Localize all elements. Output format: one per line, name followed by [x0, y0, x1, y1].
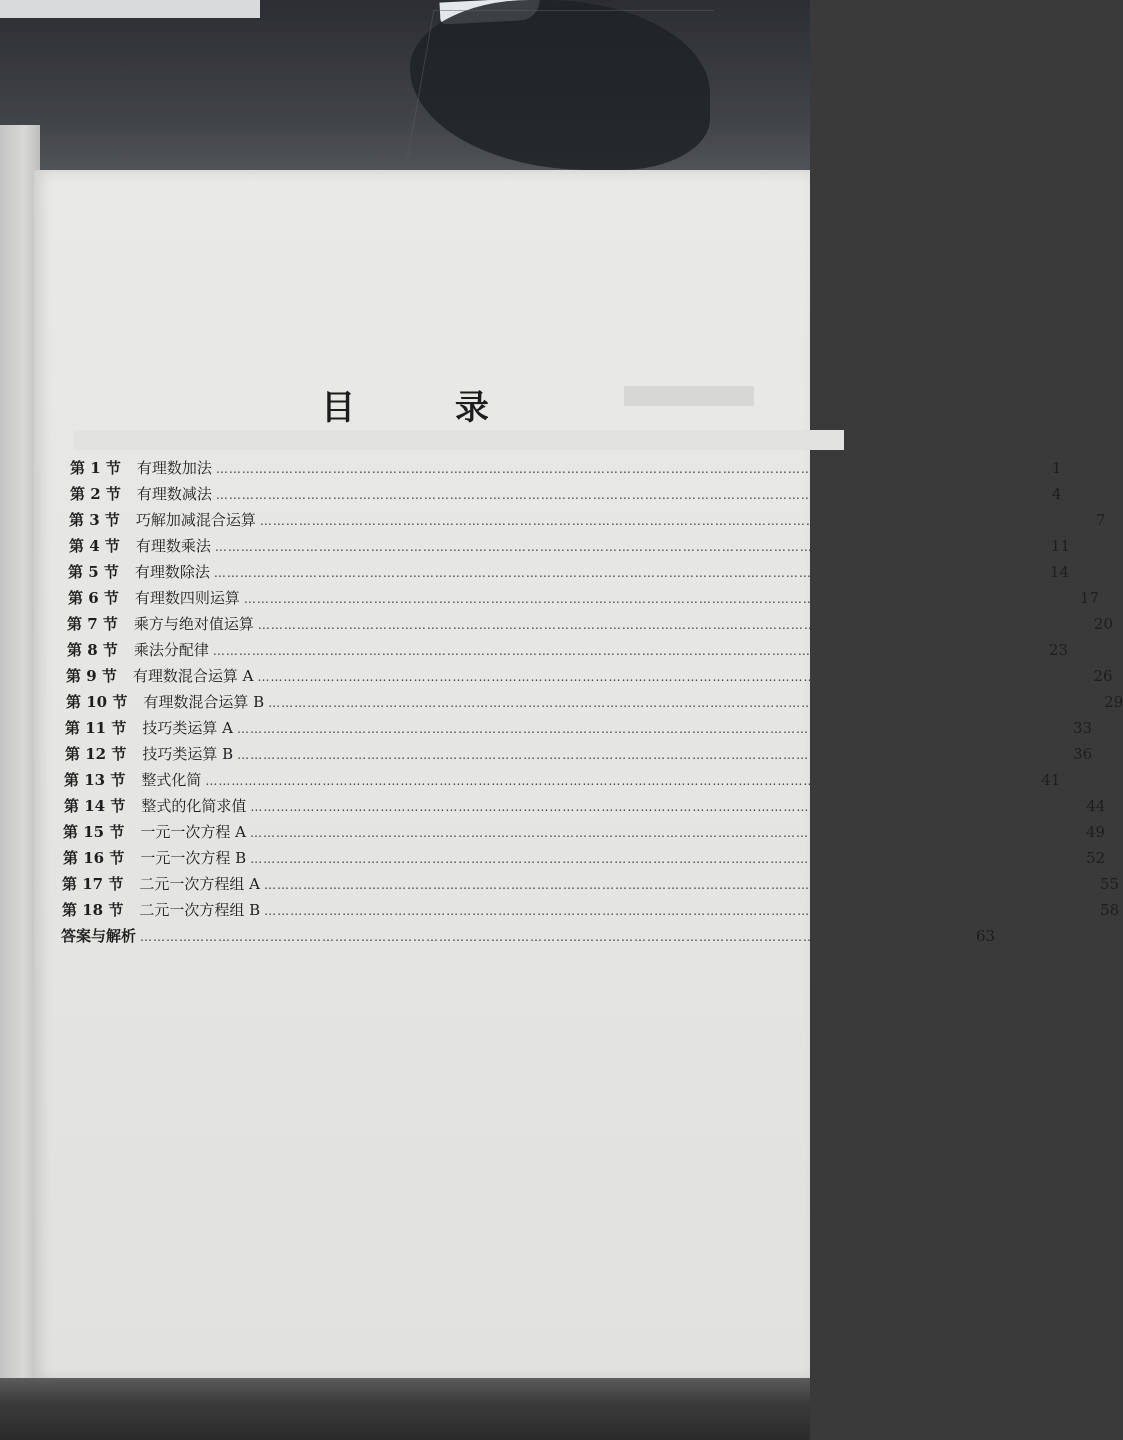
- toc-entry: [62, 899, 1120, 921]
- toc-page-number: 23: [1048, 641, 1068, 659]
- toc-section-number: 第 1 节: [70, 459, 121, 477]
- toc-page-number: 41: [1041, 771, 1061, 789]
- toc-entry: [70, 483, 1062, 505]
- toc-entry: [64, 795, 1106, 817]
- toc-section-name: 有理数混合运算 B: [143, 693, 265, 711]
- toc-entry: [68, 587, 1099, 609]
- toc-section-name: 有理数除法: [134, 563, 210, 581]
- toc-entry: [65, 743, 1093, 765]
- map-borders: [407, 10, 715, 161]
- toc-section-number: 第 3 节: [69, 511, 120, 529]
- toc-page-number: 49: [1085, 823, 1106, 841]
- toc-section-number: 第 17 节: [62, 875, 124, 893]
- toc-section-name: 一元一次方程 B: [140, 849, 247, 867]
- map-mat: [0, 0, 810, 190]
- toc-page-number: 36: [1073, 745, 1093, 763]
- toc-section-name: 有理数减法: [136, 485, 212, 503]
- toc-section-name: 技巧类运算 B: [142, 745, 234, 763]
- toc-entry: [62, 873, 1120, 895]
- toc-section-number: 第 14 节: [64, 797, 126, 815]
- toc-section-name: 有理数乘法: [135, 537, 211, 555]
- toc-entry: [69, 535, 1070, 557]
- toc-section-name: 乘法分配律: [133, 641, 209, 659]
- toc-page-number: 17: [1079, 589, 1099, 607]
- toc-page-number: 55: [1099, 875, 1120, 893]
- toc-leader-dots: …………………………………………………………………………………………………………………………………………………………………………: [213, 566, 1046, 580]
- toc-leader-dots: …………………………………………………………………………………………………………………………………………………………………………: [212, 644, 1045, 658]
- toc-leader-dots: …………………………………………………………………………………………………………………………………………………………………………: [205, 774, 1038, 788]
- toc-section-name: 乘方与绝对值运算: [133, 615, 254, 633]
- toc-section-name: 整式化简: [141, 771, 202, 789]
- toc-section-name: 二元一次方程组 B: [139, 901, 261, 919]
- toc-section-name: 巧解加减混合运算: [135, 511, 256, 529]
- toc-section-number: 第 11 节: [65, 719, 127, 737]
- toc-section-name: 二元一次方程组 A: [139, 875, 260, 893]
- toc-page-number: 11: [1050, 537, 1070, 555]
- toc-section-number: 第 4 节: [69, 537, 120, 555]
- toc-entry: [64, 769, 1061, 791]
- toc-leader-dots: …………………………………………………………………………………………………………………………………………………………………………: [237, 748, 1070, 762]
- toc-section-number: 第 7 节: [67, 615, 118, 633]
- toc-leader-dots: …………………………………………………………………………………………………………………………………………………………………………: [243, 592, 1076, 606]
- toc-section-number: 第 6 节: [68, 589, 119, 607]
- toc-page-number: 4: [1051, 485, 1062, 503]
- toc-leader-dots: …………………………………………………………………………………………………………………………………………………………………………: [249, 826, 1082, 840]
- toc-section-number: 第 15 节: [63, 823, 125, 841]
- toc-page-number: 26: [1093, 667, 1113, 685]
- toc-entry: [69, 509, 1106, 531]
- toc-leader-dots: …………………………………………………………………………………………………………………………………………………………………………: [250, 852, 1083, 866]
- toc-section-number: 第 16 节: [63, 849, 125, 867]
- toc-page-number: 58: [1100, 901, 1120, 919]
- toc-leader-dots: …………………………………………………………………………………………………………………………………………………………………………: [215, 488, 1048, 502]
- show-through-band: [74, 430, 844, 450]
- toc-leader-dots: …………………………………………………………………………………………………………………………………………………………………………: [268, 696, 1101, 710]
- toc-leader-dots: …………………………………………………………………………………………………………………………………………………………………………: [250, 800, 1083, 814]
- toc-entry: [65, 717, 1093, 739]
- toc-section-name: 技巧类运算 A: [142, 719, 233, 737]
- toc-page-number: 14: [1049, 563, 1069, 581]
- toc-entry: [67, 639, 1068, 661]
- toc-page-number: 7: [1095, 511, 1106, 529]
- toc-page-number: 20: [1093, 615, 1113, 633]
- toc-leader-dots: …………………………………………………………………………………………………………………………………………………………………………: [140, 930, 973, 944]
- toc-section-name: 一元一次方程 A: [140, 823, 246, 841]
- toc-section-name: 整式的化简求值: [141, 797, 247, 815]
- toc-entry: [63, 847, 1106, 869]
- toc-page-number: 1: [1051, 459, 1062, 477]
- toc-leader-dots: …………………………………………………………………………………………………………………………………………………………………………: [236, 722, 1069, 736]
- toc-leader-dots: …………………………………………………………………………………………………………………………………………………………………………: [263, 878, 1096, 892]
- toc-section-number: 第 2 节: [70, 485, 121, 503]
- toc-section-name: 有理数四则运算: [134, 589, 240, 607]
- toc-section-number: 答案与解析: [61, 927, 137, 945]
- toc-page-number: 44: [1086, 797, 1106, 815]
- toc-page-number: 63: [976, 927, 996, 945]
- page-title: 目 录: [321, 388, 533, 428]
- toc-section-number: 第 5 节: [68, 563, 119, 581]
- toc-entry: [70, 457, 1062, 479]
- toc-section-name: 有理数混合运算 A: [132, 667, 254, 685]
- toc-section-number: 第 9 节: [66, 667, 117, 685]
- toc-leader-dots: …………………………………………………………………………………………………………………………………………………………………………: [257, 618, 1090, 632]
- toc-entry: [68, 561, 1069, 583]
- toc-leader-dots: …………………………………………………………………………………………………………………………………………………………………………: [215, 462, 1048, 476]
- toc-leader-dots: …………………………………………………………………………………………………………………………………………………………………………: [214, 540, 1047, 554]
- toc-entry: [67, 613, 1113, 635]
- toc-section-number: 第 18 节: [62, 901, 124, 919]
- toc-entry: [66, 665, 1113, 687]
- paper-sheet: [0, 0, 260, 18]
- toc-section-number: 第 10 节: [66, 693, 128, 711]
- toc-section-number: 第 12 节: [65, 745, 127, 763]
- toc-leader-dots: …………………………………………………………………………………………………………………………………………………………………………: [257, 670, 1090, 684]
- toc-leader-dots: …………………………………………………………………………………………………………………………………………………………………………: [259, 514, 1092, 528]
- toc-leader-dots: …………………………………………………………………………………………………………………………………………………………………………: [264, 904, 1097, 918]
- toc-page-number: 29: [1104, 693, 1123, 711]
- toc-section-name: 有理数加法: [136, 459, 212, 477]
- toc-page-number: 33: [1072, 719, 1093, 737]
- toc-entry: [63, 821, 1106, 843]
- toc-section-number: 第 8 节: [67, 641, 118, 659]
- toc-entry: [66, 691, 1123, 713]
- toc-entry: [61, 925, 996, 947]
- toc-section-number: 第 13 节: [64, 771, 126, 789]
- toc-page-number: 52: [1086, 849, 1106, 867]
- bottom-mat: [0, 1378, 810, 1440]
